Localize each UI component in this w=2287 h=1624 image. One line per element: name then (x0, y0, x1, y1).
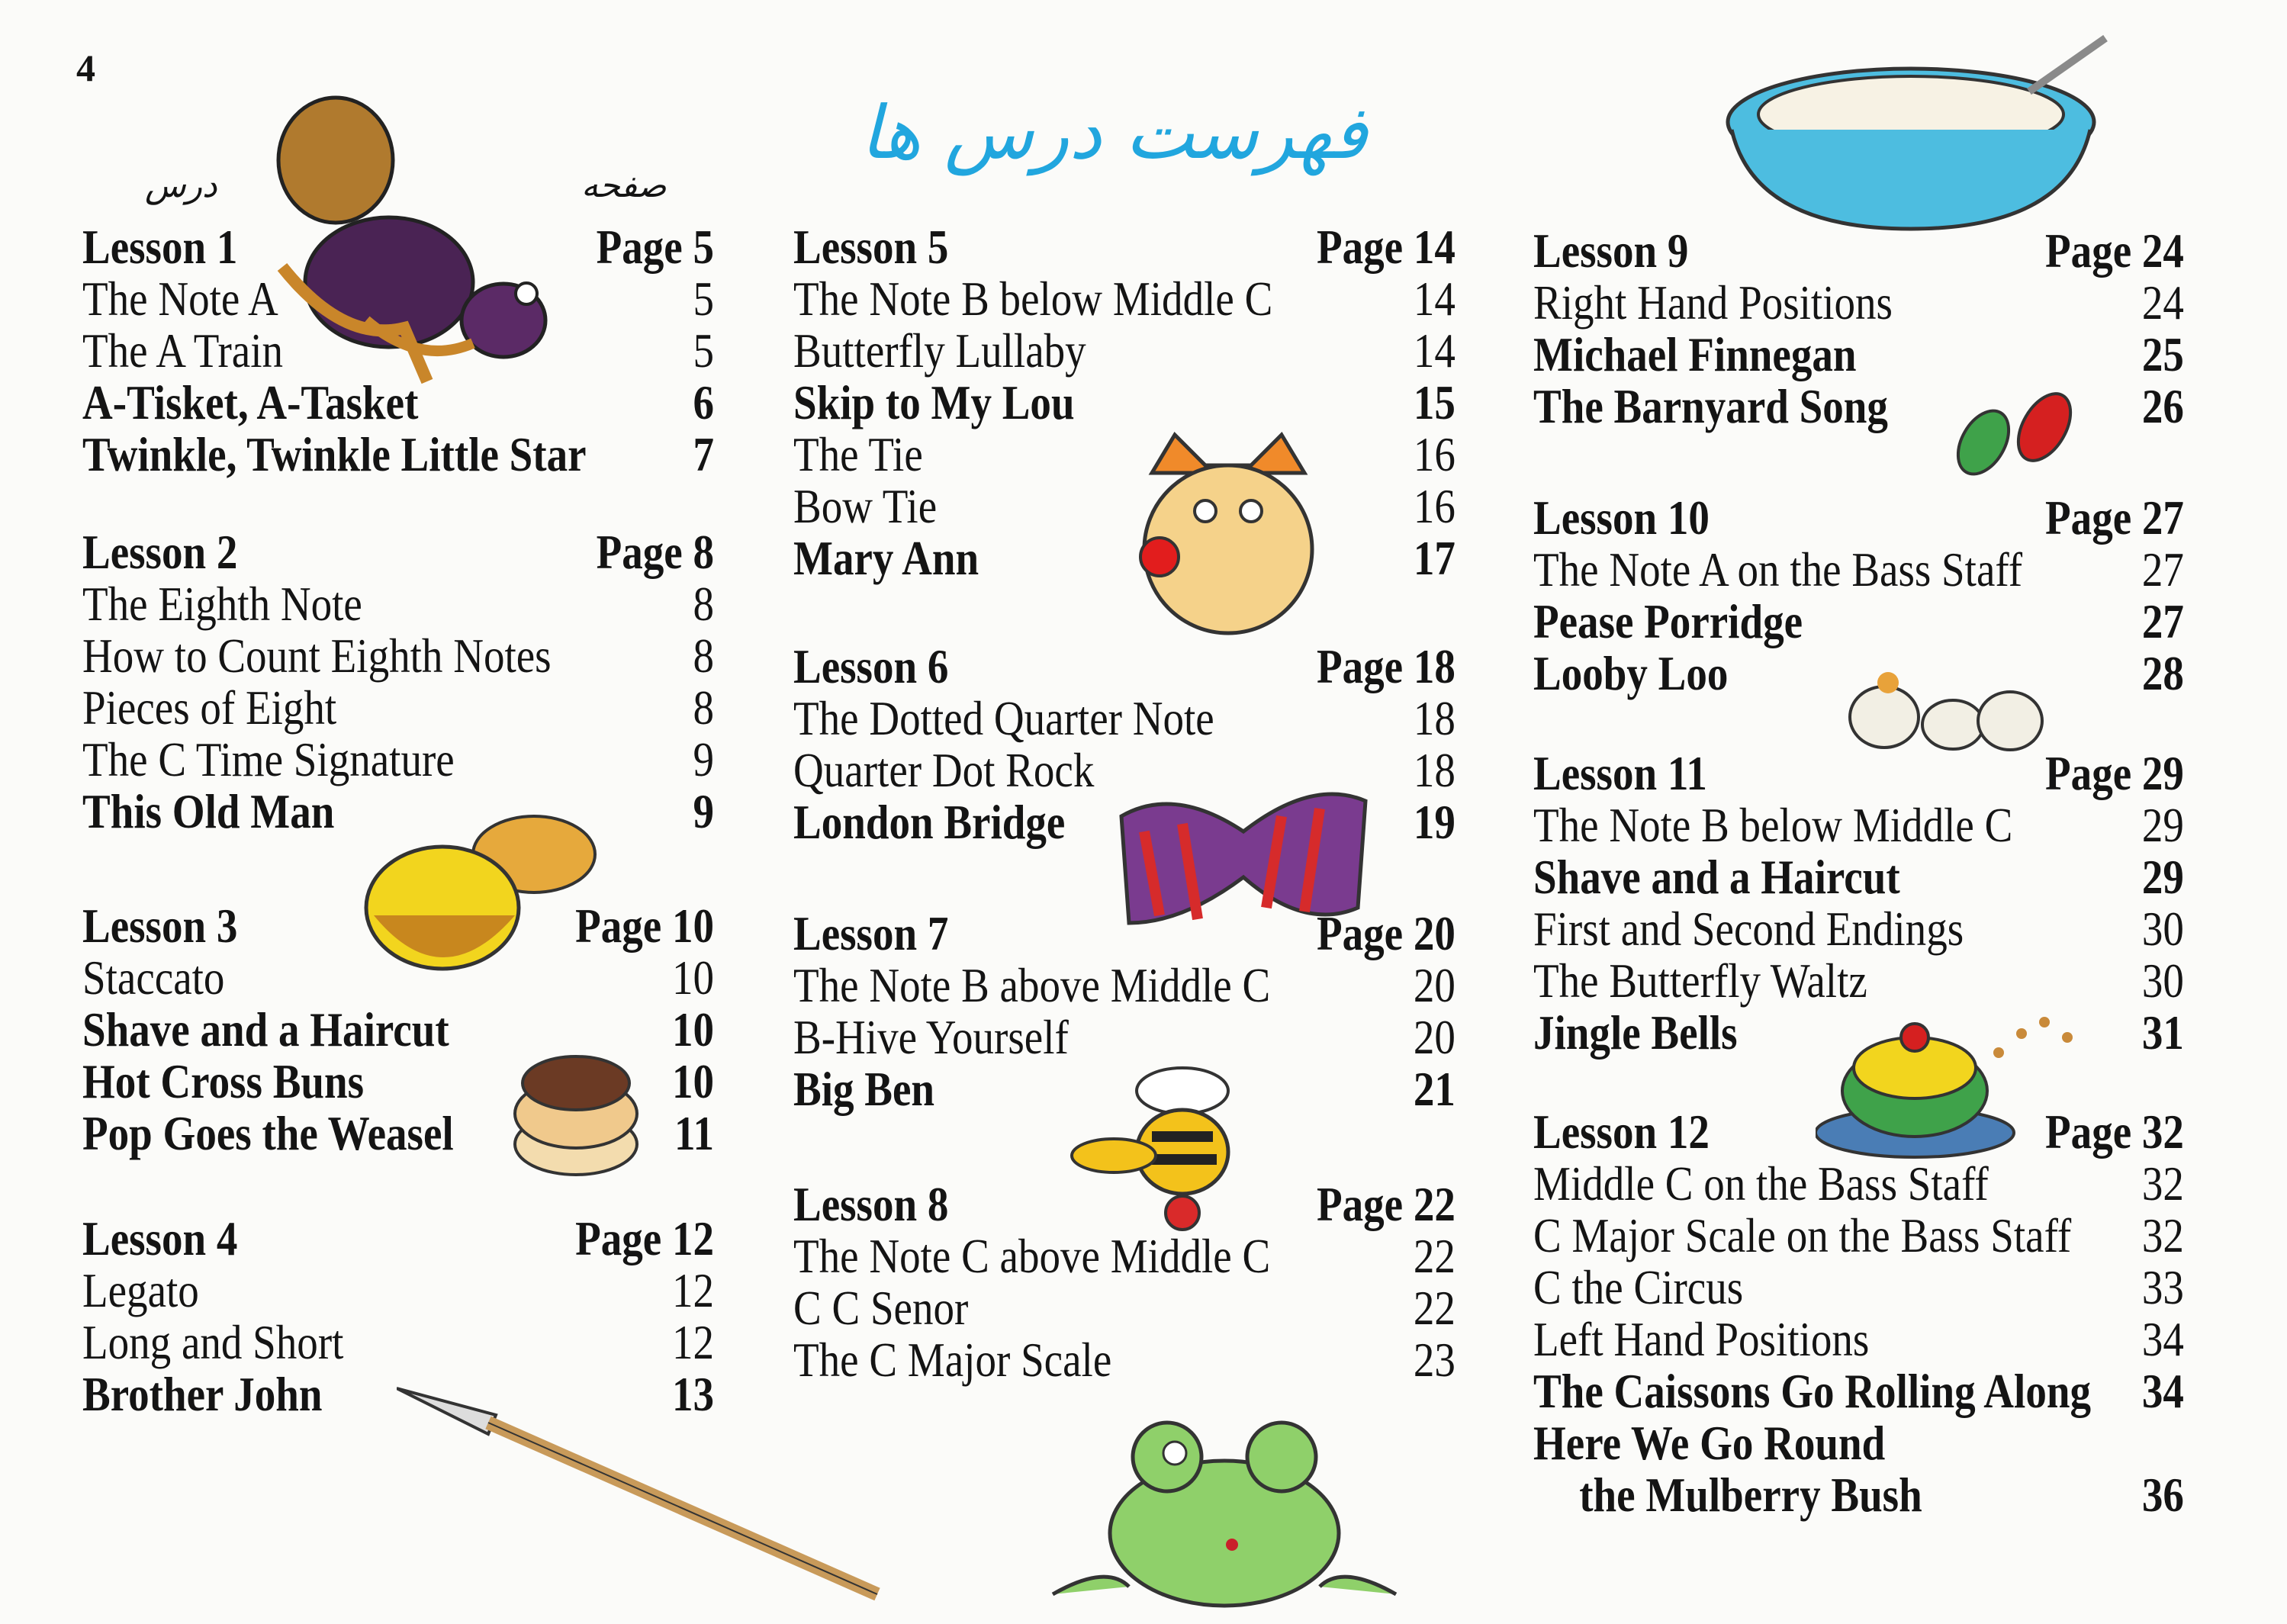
toc-entry-page: 10 (671, 950, 715, 1005)
toc-entry-page: 14 (1413, 272, 1456, 326)
lesson-name: Lesson 9 (1533, 224, 1689, 278)
toc-entry-title: Butterfly Lullaby (793, 323, 1086, 378)
toc-entry[interactable] (82, 1108, 714, 1159)
lesson-page-label: Page 12 (575, 1211, 715, 1265)
toc-entry[interactable] (82, 578, 714, 630)
lesson-name: Lesson 2 (82, 525, 238, 579)
toc-entry-title: This Old Man (82, 784, 335, 838)
toc-entry-page: 11 (674, 1106, 715, 1160)
toc-entry[interactable] (1533, 1365, 2184, 1417)
toc-entry-page: 5 (693, 272, 715, 326)
toc-entry[interactable] (82, 1368, 714, 1420)
toc-entry-title: The Butterfly Waltz (1533, 953, 1867, 1008)
toc-entry-page: 21 (1413, 1062, 1456, 1116)
toc-entry-title: Michael Finnegan (1533, 327, 1857, 381)
toc-entry-page: 27 (2141, 594, 2184, 648)
toc-entry-page: 20 (1413, 958, 1456, 1012)
toc-entry-page: 9 (693, 784, 715, 838)
lesson-block (1533, 1106, 2186, 1521)
lesson-header[interactable] (793, 1179, 1456, 1230)
toc-entry[interactable] (793, 744, 1456, 796)
lesson-header[interactable] (82, 221, 714, 273)
toc-entry[interactable] (1533, 1007, 2184, 1059)
toc-entry-title: Long and Short (82, 1315, 344, 1369)
toc-entry-page: 22 (1413, 1281, 1456, 1335)
toc-entry[interactable] (793, 377, 1456, 429)
toc-entry[interactable] (1533, 1417, 2184, 1469)
lesson-name: Lesson 3 (82, 899, 238, 953)
lesson-page-label: Page 29 (2045, 746, 2184, 800)
toc-entry-page: 30 (2141, 953, 2184, 1008)
toc-entry-title: The A Train (82, 323, 284, 378)
toc-entry-page: 10 (671, 1002, 715, 1056)
toc-entry-title: A-Tisket, A-Tasket (82, 375, 419, 429)
lesson-header[interactable] (793, 641, 1456, 693)
toc-entry-page: 32 (2141, 1208, 2184, 1262)
toc-entry[interactable] (793, 325, 1456, 377)
toc-entry[interactable] (793, 532, 1456, 584)
toc-entry-title: The Note C above Middle C (793, 1229, 1271, 1283)
lesson-header[interactable] (82, 526, 714, 578)
header-page-label: صفحه (581, 166, 667, 205)
toc-entry-title: Pease Porridge (1533, 594, 1803, 648)
lesson-name: Lesson 6 (793, 639, 949, 693)
bowl-illustration (1709, 31, 2113, 252)
toc-entry-page: 28 (2141, 646, 2184, 700)
lesson-page-label: Page 22 (1317, 1177, 1456, 1231)
toc-entry-page: 24 (2141, 275, 2184, 330)
lesson-block (1533, 225, 2186, 433)
toc-entry-title: The Note B below Middle C (793, 272, 1273, 326)
toc-entry-page: 18 (1413, 691, 1456, 745)
toc-entry[interactable] (82, 1004, 714, 1056)
toc-entry-title: Looby Loo (1533, 646, 1729, 700)
toc-entry-title: the Mulberry Bush (1579, 1468, 1922, 1522)
toc-entry-title: First and Second Endings (1533, 902, 1964, 956)
toc-entry[interactable] (1533, 596, 2184, 648)
toc-entry[interactable] (1533, 277, 2184, 329)
toc-entry-title: C Major Scale on the Bass Staff (1533, 1208, 2072, 1262)
toc-entry-page: 22 (1413, 1229, 1456, 1283)
toc-entry[interactable] (82, 273, 714, 325)
toc-entry-page: 12 (671, 1263, 715, 1317)
lesson-block (82, 526, 716, 838)
toc-entry-title: Pieces of Eight (82, 680, 337, 735)
toc-entry[interactable] (793, 960, 1456, 1011)
toc-entry-title: Staccato (82, 950, 225, 1005)
toc-entry[interactable] (82, 786, 714, 838)
toc-entry-title: The C Major Scale (793, 1333, 1112, 1387)
toc-entry-title: Hot Cross Buns (82, 1054, 365, 1108)
toc-entry-page: 14 (1413, 323, 1456, 378)
toc-entry-title: The Tie (793, 427, 923, 481)
lesson-header[interactable] (1533, 225, 2184, 277)
toc-entry-title: The Barnyard Song (1533, 379, 1888, 433)
toc-entry[interactable] (1533, 1314, 2184, 1365)
toc-entry[interactable] (82, 1056, 714, 1108)
toc-entry-page: 7 (693, 427, 715, 481)
toc-entry-page: 18 (1413, 743, 1456, 797)
lesson-page-label: Page 5 (596, 220, 715, 274)
toc-entry-page: 30 (2141, 902, 2184, 956)
toc-entry-page: 12 (671, 1315, 715, 1369)
toc-entry[interactable] (793, 429, 1456, 481)
toc-entry[interactable] (82, 682, 714, 734)
toc-entry-page: 15 (1413, 375, 1456, 429)
toc-entry-title: Left Hand Positions (1533, 1312, 1870, 1366)
toc-entry[interactable] (82, 630, 714, 682)
toc-entry[interactable] (1533, 851, 2184, 903)
toc-entry[interactable] (793, 1011, 1456, 1063)
lesson-block (82, 221, 716, 481)
toc-entry[interactable] (793, 693, 1456, 744)
toc-entry-page: 32 (2141, 1156, 2184, 1211)
lesson-block (82, 900, 716, 1159)
toc-entry-title: Right Hand Positions (1533, 275, 1893, 330)
lesson-name: Lesson 1 (82, 220, 238, 274)
toc-entry[interactable] (1533, 1158, 2184, 1210)
toc-entry-title: Pop Goes the Weasel (82, 1106, 454, 1160)
lesson-page-label: Page 27 (2045, 490, 2184, 545)
lesson-page-label: Page 24 (2045, 224, 2184, 278)
lesson-header[interactable] (82, 900, 714, 952)
lesson-name: Lesson 7 (793, 906, 949, 960)
lesson-page-label: Page 10 (575, 899, 715, 953)
page-title: فهرست درس ها (860, 90, 1368, 175)
lesson-name: Lesson 10 (1533, 490, 1710, 545)
toc-entry-page: 26 (2141, 379, 2184, 433)
lesson-block (793, 221, 1457, 584)
toc-entry-page: 9 (693, 732, 715, 786)
toc-entry-title: Brother John (82, 1367, 323, 1421)
toc-entry[interactable] (793, 1230, 1456, 1282)
toc-entry-page: 34 (2141, 1312, 2184, 1366)
lesson-block (793, 641, 1457, 848)
page-number: 4 (76, 47, 95, 89)
toc-entry[interactable] (82, 377, 714, 429)
lesson-name: Lesson 8 (793, 1177, 949, 1231)
toc-entry[interactable] (82, 952, 714, 1004)
toc-entry-title: The Note B above Middle C (793, 958, 1271, 1012)
toc-entry-page: 36 (2141, 1468, 2184, 1522)
toc-entry-title: Jingle Bells (1533, 1005, 1738, 1060)
toc-entry-page: 31 (2141, 1005, 2184, 1060)
toc-entry-title: The Note A (82, 272, 278, 326)
toc-entry-page: 25 (2141, 327, 2184, 381)
toc-entry-title: Mary Ann (793, 531, 979, 585)
toc-entry-title: Shave and a Haircut (82, 1002, 449, 1056)
toc-entry-title: Twinkle, Twinkle Little Star (82, 427, 587, 481)
toc-entry-title: The Note B below Middle C (1533, 798, 2013, 852)
lesson-header[interactable] (1533, 492, 2184, 544)
toc-entry-page: 10 (671, 1054, 715, 1108)
toc-entry[interactable] (1533, 1262, 2184, 1314)
frog-illustration (1045, 1411, 1404, 1617)
toc-entry[interactable] (1533, 903, 2184, 955)
lesson-header[interactable] (1533, 1106, 2184, 1158)
toc-entry-title: Middle C on the Bass Staff (1533, 1156, 1989, 1211)
toc-entry-page: 8 (693, 629, 715, 683)
toc-entry-title: Legato (82, 1263, 199, 1317)
toc-entry[interactable] (1533, 381, 2184, 433)
lesson-page-label: Page 14 (1317, 220, 1456, 274)
toc-entry-title: C C Senor (793, 1281, 969, 1335)
toc-entry[interactable] (1533, 1469, 2184, 1521)
toc-entry-page: 5 (693, 323, 715, 378)
toc-entry[interactable] (1533, 1210, 2184, 1262)
lesson-page-label: Page 32 (2045, 1105, 2184, 1159)
lesson-block (793, 1179, 1457, 1386)
toc-entry-title: The Caissons Go Rolling Along (1533, 1364, 2091, 1418)
toc-entry-title: Big Ben (793, 1062, 935, 1116)
toc-entry[interactable] (1533, 955, 2184, 1007)
toc-entry[interactable] (1533, 544, 2184, 596)
toc-entry[interactable] (82, 1265, 714, 1317)
toc-entry[interactable] (82, 325, 714, 377)
toc-entry[interactable] (793, 1282, 1456, 1334)
lesson-page-label: Page 18 (1317, 639, 1456, 693)
lesson-page-label: Page 20 (1317, 906, 1456, 960)
toc-entry-title: Quarter Dot Rock (793, 743, 1095, 797)
lesson-block (82, 1213, 716, 1420)
toc-entry-page: 8 (693, 577, 715, 631)
toc-entry[interactable] (82, 734, 714, 786)
toc-entry[interactable] (82, 429, 714, 481)
lesson-name: Lesson 4 (82, 1211, 238, 1265)
toc-entry-page: 19 (1413, 795, 1456, 849)
toc-entry-page: 33 (2141, 1260, 2184, 1314)
lesson-block (1533, 748, 2186, 1059)
toc-entry-page: 13 (671, 1367, 715, 1421)
toc-entry-title: Bow Tie (793, 479, 938, 533)
lesson-page-label: Page 8 (596, 525, 715, 579)
toc-entry-title: The Dotted Quarter Note (793, 691, 1214, 745)
toc-entry-title: The C Time Signature (82, 732, 455, 786)
toc-entry-title: C the Circus (1533, 1260, 1744, 1314)
toc-entry-title: The Note A on the Bass Staff (1533, 542, 2023, 597)
lesson-name: Lesson 12 (1533, 1105, 1710, 1159)
lesson-name: Lesson 5 (793, 220, 949, 274)
lesson-header[interactable] (1533, 748, 2184, 799)
toc-entry[interactable] (793, 1334, 1456, 1386)
toc-entry-title: B-Hive Yourself (793, 1010, 1069, 1064)
lesson-block (1533, 492, 2186, 699)
toc-entry-page: 6 (693, 375, 715, 429)
toc-entry-title: Here We Go Round (1533, 1416, 1886, 1470)
toc-entry-title: How to Count Eighth Notes (82, 629, 552, 683)
toc-entry[interactable] (793, 481, 1456, 532)
toc-entry-title: Skip to My Lou (793, 375, 1075, 429)
toc-entry-page: 16 (1413, 427, 1456, 481)
toc-entry-page: 20 (1413, 1010, 1456, 1064)
toc-entry[interactable] (1533, 799, 2184, 851)
toc-entry-page: 8 (693, 680, 715, 735)
toc-entry[interactable] (793, 796, 1456, 848)
toc-entry-page: 29 (2141, 850, 2184, 904)
toc-entry-title: Shave and a Haircut (1533, 850, 1900, 904)
toc-entry-title: London Bridge (793, 795, 1066, 849)
lesson-block (793, 908, 1457, 1115)
toc-entry[interactable] (1533, 329, 2184, 381)
lesson-header[interactable] (82, 1213, 714, 1265)
toc-entry[interactable] (1533, 648, 2184, 699)
toc-entry-page: 27 (2141, 542, 2184, 597)
header-lesson-label: درس (145, 166, 217, 205)
lesson-name: Lesson 11 (1533, 746, 1707, 800)
toc-entry-page: 34 (2141, 1364, 2184, 1418)
toc-entry-page: 29 (2141, 798, 2184, 852)
toc-entry-title: The Eighth Note (82, 577, 362, 631)
toc-entry[interactable] (82, 1317, 714, 1368)
toc-entry-page: 23 (1413, 1333, 1456, 1387)
lesson-header[interactable] (793, 908, 1456, 960)
toc-entry[interactable] (793, 273, 1456, 325)
toc-entry-page: 17 (1413, 531, 1456, 585)
lesson-header[interactable] (793, 221, 1456, 273)
toc-entry[interactable] (793, 1063, 1456, 1115)
toc-entry-page: 16 (1413, 479, 1456, 533)
